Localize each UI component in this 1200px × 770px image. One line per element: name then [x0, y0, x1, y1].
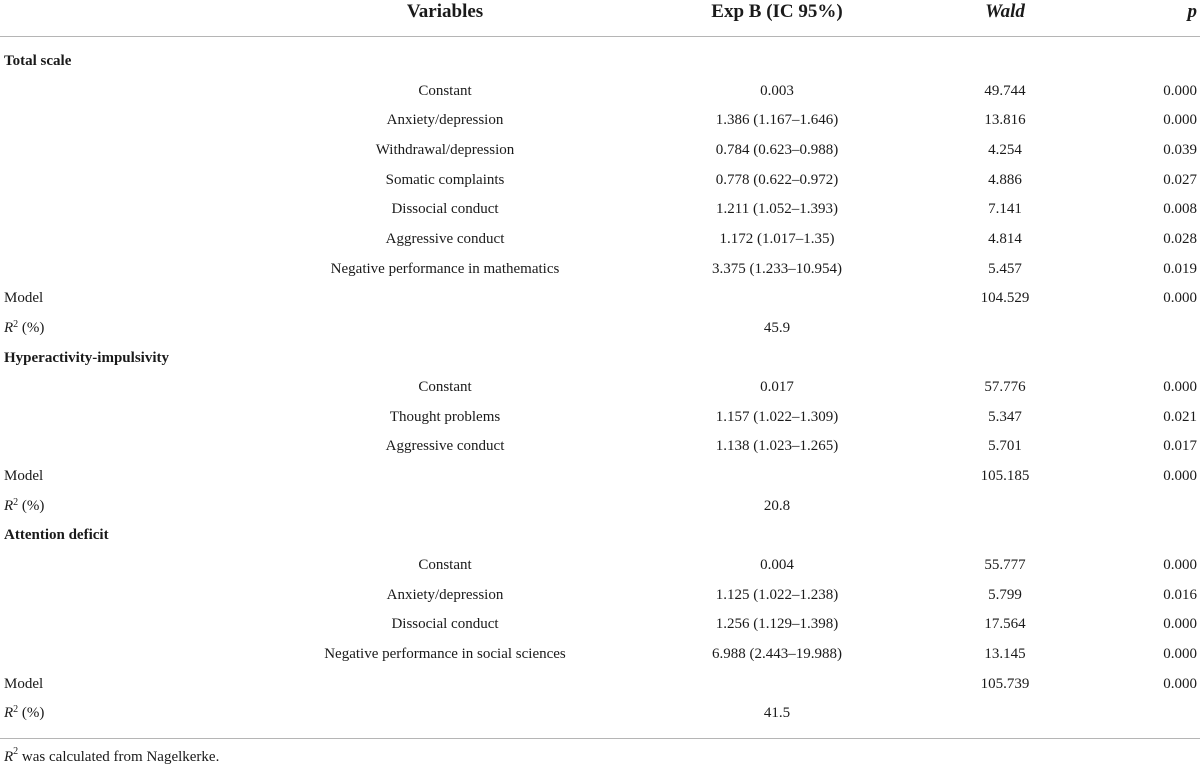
variable-label: Negative performance in mathematics	[330, 260, 560, 277]
expb-value: 45.9	[763, 319, 791, 336]
variable-label: Somatic complaints	[385, 171, 505, 188]
p-value: 0.000	[1163, 468, 1197, 485]
p-value: 0.008	[1163, 201, 1197, 218]
wald-value: 4.886	[988, 171, 1022, 188]
model-label: Model	[4, 290, 44, 307]
expb-value: 0.004	[760, 557, 794, 574]
expb-value: 1.157 (1.022–1.309)	[715, 408, 839, 425]
footnote-sup: 2	[13, 746, 19, 757]
table-row	[0, 615, 1200, 645]
r2-r: R	[4, 497, 14, 514]
expb-value: 0.784 (0.623–0.988)	[715, 141, 839, 158]
p-value: 0.000	[1163, 82, 1197, 99]
p-value: 0.000	[1163, 675, 1197, 692]
wald-value: 105.739	[980, 675, 1030, 692]
table-row	[0, 437, 1200, 467]
footnote-text: was calculated from Nagelkerke.	[18, 749, 220, 765]
table-row	[0, 289, 1200, 319]
expb-value: 1.256 (1.129–1.398)	[715, 616, 839, 633]
r2-r: R	[4, 319, 14, 336]
footnote	[4, 746, 220, 766]
footnote-r: R	[4, 749, 14, 765]
table-row	[0, 200, 1200, 230]
header-rule	[0, 36, 1200, 37]
table-row	[0, 378, 1200, 408]
r2-rest: (%)	[18, 319, 45, 336]
model-label: Model	[4, 675, 44, 692]
wald-value: 5.347	[988, 408, 1022, 425]
expb-value: 3.375 (1.233–10.954)	[712, 260, 842, 277]
r2-label	[4, 319, 44, 337]
variable-label: Dissocial conduct	[391, 201, 499, 218]
section-label: Attention deficit	[4, 527, 109, 544]
r2-rest: (%)	[18, 497, 45, 514]
p-value: 0.000	[1163, 112, 1197, 129]
variable-label: Constant	[418, 557, 472, 574]
expb-value: 0.017	[760, 379, 794, 396]
table-row	[0, 704, 1200, 734]
variable-label: Aggressive conduct	[385, 230, 505, 247]
variable-label: Constant	[418, 82, 472, 99]
expb-value: 1.125 (1.022–1.238)	[715, 586, 839, 603]
p-value: 0.000	[1163, 379, 1197, 396]
wald-value: 17.564	[984, 616, 1026, 633]
wald-value: 104.529	[980, 290, 1030, 307]
p-value: 0.027	[1163, 171, 1197, 188]
section-row	[0, 349, 1200, 379]
table-row	[0, 645, 1200, 675]
table-row	[0, 260, 1200, 290]
table-row	[0, 230, 1200, 260]
expb-value: 41.5	[763, 705, 791, 722]
p-value: 0.016	[1163, 586, 1197, 603]
wald-value: 5.457	[988, 260, 1022, 277]
section-row	[0, 52, 1200, 82]
expb-value: 1.172 (1.017–1.35)	[719, 230, 835, 247]
expb-value: 0.778 (0.622–0.972)	[715, 171, 839, 188]
header-variables: Variables	[406, 1, 484, 22]
wald-value: 49.744	[984, 82, 1026, 99]
section-label: Total scale	[4, 53, 72, 69]
p-value: 0.019	[1163, 260, 1197, 277]
wald-value: 4.814	[988, 230, 1022, 247]
table-row	[0, 556, 1200, 586]
r2-label	[4, 704, 44, 722]
variable-label: Aggressive conduct	[385, 438, 505, 455]
wald-value: 5.701	[988, 438, 1022, 455]
wald-value: 7.141	[988, 201, 1022, 218]
p-value: 0.000	[1163, 557, 1197, 574]
p-value: 0.021	[1163, 408, 1197, 425]
table-row	[0, 497, 1200, 527]
table-row	[0, 141, 1200, 171]
variable-label: Dissocial conduct	[391, 616, 499, 633]
wald-value: 13.145	[984, 646, 1026, 662]
p-value: 0.028	[1163, 230, 1197, 247]
r2-sup: 2	[13, 318, 19, 330]
bottom-rule	[0, 738, 1200, 739]
table-row	[0, 111, 1200, 141]
wald-value: 13.816	[984, 112, 1026, 129]
table-row	[0, 408, 1200, 438]
expb-value: 20.8	[763, 497, 791, 514]
table-row	[0, 171, 1200, 201]
wald-value: 5.799	[988, 586, 1022, 603]
expb-value: 1.386 (1.167–1.646)	[715, 112, 839, 129]
variable-label: Negative performance in social sciences	[324, 646, 566, 662]
expb-value: 6.988 (2.443–19.988)	[712, 646, 842, 662]
r2-sup: 2	[13, 704, 19, 716]
p-value: 0.039	[1163, 141, 1197, 158]
table-row	[0, 82, 1200, 112]
header-expb: Exp B (IC 95%)	[711, 1, 843, 22]
model-label: Model	[4, 468, 44, 485]
expb-value: 0.003	[760, 82, 794, 99]
wald-value: 105.185	[980, 468, 1030, 485]
table-header	[0, 0, 1200, 36]
header-wald: Wald	[985, 1, 1025, 22]
r2-r: R	[4, 705, 14, 722]
section-row	[0, 526, 1200, 556]
r2-rest: (%)	[18, 705, 45, 722]
variable-label: Withdrawal/depression	[375, 141, 515, 158]
variable-label: Anxiety/depression	[386, 112, 504, 129]
p-value: 0.000	[1163, 290, 1197, 307]
table-row	[0, 586, 1200, 616]
table-row	[0, 675, 1200, 705]
r2-label	[4, 497, 44, 515]
header-p: p	[1187, 1, 1197, 22]
table-row	[0, 319, 1200, 349]
p-value: 0.000	[1163, 616, 1197, 633]
p-value: 0.000	[1163, 646, 1197, 662]
section-label: Hyperactivity-impulsivity	[4, 349, 169, 366]
r2-sup: 2	[13, 496, 19, 508]
wald-value: 55.777	[984, 557, 1026, 574]
table-row	[0, 467, 1200, 497]
variable-label: Thought problems	[389, 408, 501, 425]
p-value: 0.017	[1163, 438, 1197, 455]
variable-label: Constant	[418, 379, 472, 396]
variable-label: Anxiety/depression	[386, 586, 504, 603]
expb-value: 1.138 (1.023–1.265)	[715, 438, 839, 455]
wald-value: 57.776	[984, 379, 1026, 396]
expb-value: 1.211 (1.052–1.393)	[716, 201, 838, 218]
wald-value: 4.254	[988, 141, 1022, 158]
